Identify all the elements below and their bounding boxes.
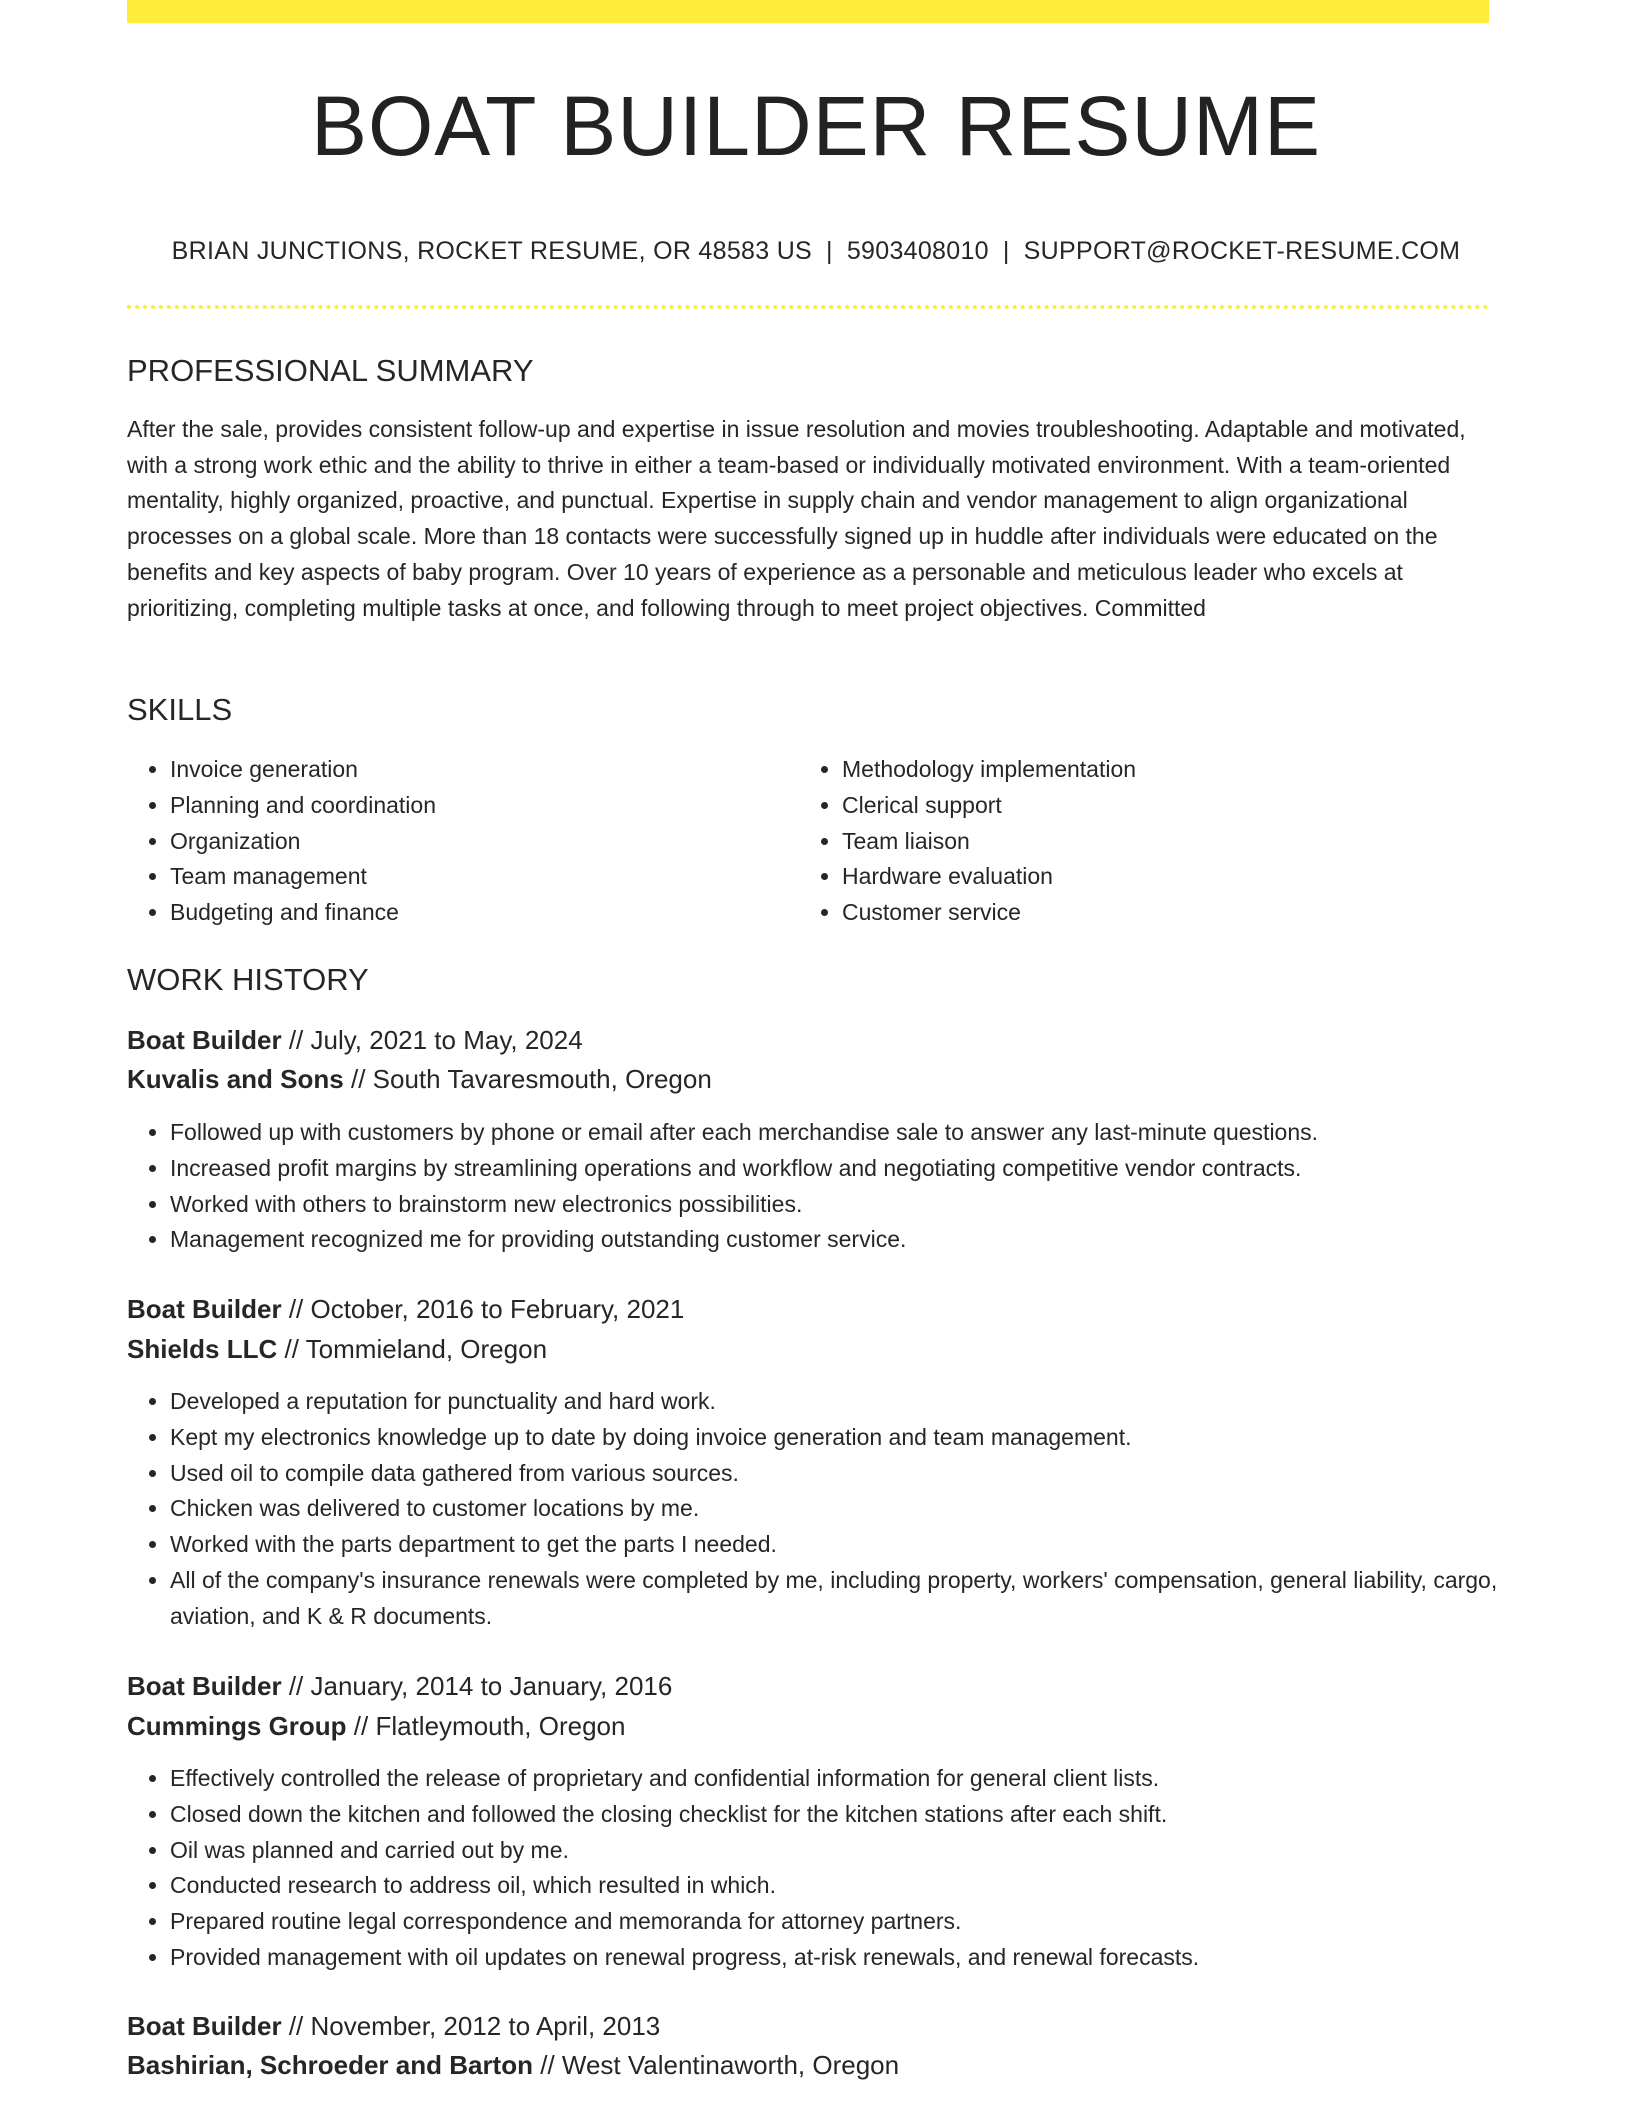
skill-item: • Team management bbox=[170, 859, 790, 895]
job-bullet: • Closed down the kitchen and followed the closing checklist for the kitchen stations after each shift. bbox=[170, 1797, 1532, 1833]
skill-item: • Planning and coordination bbox=[170, 788, 790, 824]
job-bullet: • Kept my electronics knowledge up to date by doing invoice generation and team management. bbox=[170, 1420, 1532, 1456]
job-company: Cummings Group bbox=[127, 1711, 347, 1741]
summary-heading: PROFESSIONAL SUMMARY bbox=[127, 353, 534, 388]
job-title-line bbox=[127, 1025, 583, 1056]
skill-item: • Clerical support bbox=[842, 788, 1522, 824]
contact-separator: | bbox=[826, 237, 833, 265]
skill-item: • Organization bbox=[170, 824, 790, 860]
job-bullets bbox=[127, 1384, 1532, 1635]
job-bullet: • Provided management with oil updates on renewal progress, at-risk renewals, and renewal forecasts. bbox=[170, 1940, 1532, 1976]
job-title: Boat Builder bbox=[127, 2011, 282, 2041]
job-bullet: • Worked with others to brainstorm new electronics possibilities. bbox=[170, 1187, 1532, 1223]
job-title: Boat Builder bbox=[127, 1025, 282, 1055]
job-bullet: • Developed a reputation for punctuality and hard work. bbox=[170, 1384, 1532, 1420]
job-title: Boat Builder bbox=[127, 1294, 282, 1324]
job-bullet: • Used oil to compile data gathered from various sources. bbox=[170, 1456, 1532, 1492]
job-dates: // July, 2021 to May, 2024 bbox=[288, 1025, 583, 1055]
job-company-line bbox=[127, 1064, 712, 1095]
skills-list-right bbox=[799, 752, 1522, 931]
job-company-line bbox=[127, 1334, 547, 1365]
job-location: // Flatleymouth, Oregon bbox=[353, 1711, 626, 1741]
job-bullet: • Worked with the parts department to get the parts I needed. bbox=[170, 1527, 1532, 1563]
job-company: Shields LLC bbox=[127, 1334, 278, 1364]
contact-line bbox=[0, 237, 1632, 266]
job-bullets bbox=[127, 1761, 1532, 1976]
job-bullet: • Oil was planned and carried out by me. bbox=[170, 1833, 1532, 1869]
work-history-heading: WORK HISTORY bbox=[127, 962, 369, 997]
job-title: Boat Builder bbox=[127, 1671, 282, 1701]
skill-item: • Budgeting and finance bbox=[170, 895, 790, 931]
job-bullet: • Effectively controlled the release of proprietary and confidential information for general client lists. bbox=[170, 1761, 1532, 1797]
job-company-line bbox=[127, 2050, 899, 2081]
job-title-line bbox=[127, 1294, 684, 1325]
skill-item: • Invoice generation bbox=[170, 752, 790, 788]
contact-address: BRIAN JUNCTIONS, ROCKET RESUME, OR 48583 US bbox=[171, 237, 813, 265]
job-bullet: • Management recognized me for providing outstanding customer service. bbox=[170, 1222, 1532, 1258]
skill-item: • Hardware evaluation bbox=[842, 859, 1522, 895]
job-bullet: • All of the company's insurance renewals were completed by me, including property, workers' compensation, general liability, cargo, aviation, and K & R documents. bbox=[170, 1563, 1532, 1635]
job-title-line bbox=[127, 1671, 672, 1702]
skill-item: • Methodology implementation bbox=[842, 752, 1522, 788]
job-dates: // November, 2012 to April, 2013 bbox=[288, 2011, 661, 2041]
job-company: Kuvalis and Sons bbox=[127, 1064, 344, 1094]
skill-item: • Team liaison bbox=[842, 824, 1522, 860]
job-dates: // October, 2016 to February, 2021 bbox=[288, 1294, 685, 1324]
job-bullet: • Chicken was delivered to customer locations by me. bbox=[170, 1491, 1532, 1527]
skills-heading: SKILLS bbox=[127, 692, 233, 727]
job-bullet: • Prepared routine legal correspondence and memoranda for attorney partners. bbox=[170, 1904, 1532, 1940]
contact-separator: | bbox=[1002, 237, 1010, 265]
job-bullet: • Increased profit margins by streamlining operations and workflow and negotiating competitive vendor contracts. bbox=[170, 1151, 1532, 1187]
dotted-divider bbox=[127, 305, 1489, 309]
job-bullet: • Conducted research to address oil, which resulted in which. bbox=[170, 1868, 1532, 1904]
resume-title: BOAT BUILDER RESUME bbox=[310, 79, 1322, 173]
job-location: // South Tavaresmouth, Oregon bbox=[350, 1064, 712, 1094]
skills-list-left bbox=[127, 752, 790, 931]
job-bullets bbox=[127, 1115, 1532, 1258]
job-company: Bashirian, Schroeder and Barton bbox=[127, 2050, 533, 2080]
contact-phone: 5903408010 bbox=[846, 237, 989, 265]
job-title-line bbox=[127, 2011, 660, 2042]
job-bullet: • Followed up with customers by phone or email after each merchandise sale to answer any last-minute questions. bbox=[170, 1115, 1532, 1151]
job-dates: // January, 2014 to January, 2016 bbox=[288, 1671, 673, 1701]
contact-email[interactable]: SUPPORT@ROCKET-RESUME.COM bbox=[1023, 237, 1461, 265]
job-company-line bbox=[127, 1711, 625, 1742]
skill-item: • Customer service bbox=[842, 895, 1522, 931]
accent-top-bar bbox=[127, 0, 1489, 23]
job-location: // Tommieland, Oregon bbox=[284, 1334, 548, 1364]
summary-text: After the sale, provides consistent follow-up and expertise in issue resolution and movies troubleshooting. Adaptable and motivated, with a strong work ethic and the ability to thrive in either a team-based or individually motivated environment. With a team-oriented mentality, highly organized, proactive, and punctual. Expertise in supply chain and vendor management to align organizational processes on a global scale. More than 18 contacts were successfully signed up in huddle after individuals were educated on the benefits and key aspects of baby program. Over 10 years of experience as a personable and meticulous leader who excels at prioritizing, completing multiple tasks at once, and following through to meet project objectives. Committed bbox=[127, 416, 1466, 621]
job-location: // West Valentinaworth, Oregon bbox=[540, 2050, 900, 2080]
